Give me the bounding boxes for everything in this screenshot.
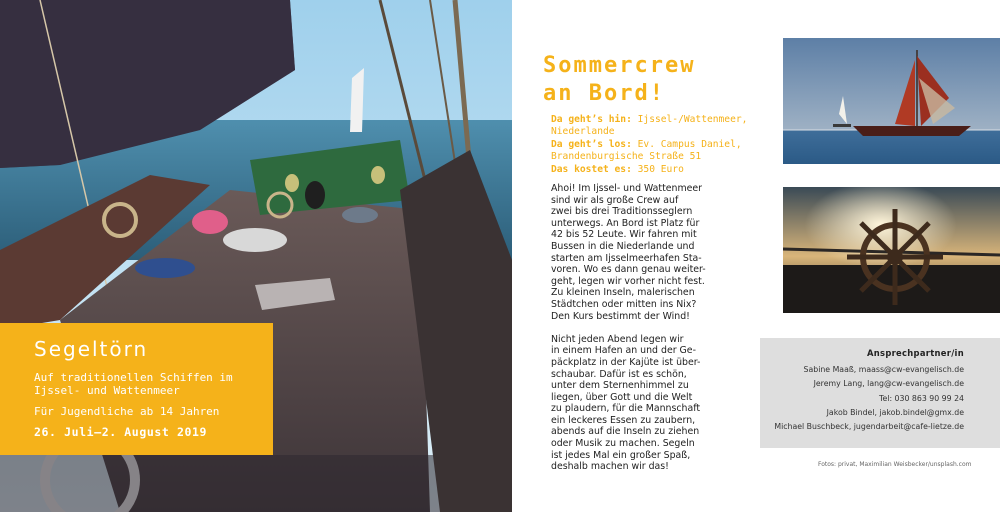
p1-line: zwei bis drei Traditionsseglern bbox=[551, 206, 693, 218]
p1-line: Bussen in die Niederlande und bbox=[551, 240, 695, 252]
trip-info-box bbox=[0, 323, 273, 455]
p2-line: oder Musik zu machen. Segeln bbox=[551, 438, 695, 450]
trip-age: Für Jugendliche ab 14 Jahren bbox=[34, 405, 220, 418]
contact-row: Jakob Bindel, jakob.bindel@gmx.de bbox=[826, 407, 964, 417]
p2-line: liegen, über Gott und die Welt bbox=[551, 391, 693, 403]
fact-destination bbox=[551, 114, 761, 126]
p2-line: abends auf die Inseln zu ziehen bbox=[551, 426, 700, 438]
contact-row: Michael Buschbeck, jugendarbeit@cafe-lietze.de bbox=[774, 422, 964, 432]
trip-subtitle-line1: Auf traditionellen Schiffen im bbox=[34, 371, 233, 384]
contact-box bbox=[760, 338, 1000, 448]
contact-row: Sabine Maaß, maass@cw-evangelisch.de bbox=[803, 365, 964, 374]
body-paragraph-2 bbox=[551, 334, 721, 473]
p2-line: Nicht jeden Abend legen wir bbox=[551, 333, 684, 345]
fact-destination-label: Da geht’s hin: bbox=[551, 114, 632, 125]
trip-subtitle-line2: Ijssel- und Wattenmeer bbox=[34, 384, 180, 397]
p1-line: unterwegs. An Bord ist Platz für bbox=[551, 217, 700, 229]
contact-row: Jeremy Lang, lang@cw-evangelisch.de bbox=[813, 379, 964, 389]
contact-row: Tel: 030 863 90 99 24 bbox=[879, 393, 964, 403]
p2-line: ist jedes Mal ein großer Spaß, bbox=[551, 449, 691, 461]
fact-start bbox=[551, 139, 761, 151]
fact-destination-value-2: Niederlande bbox=[551, 126, 615, 138]
contact-title: Ansprechpartner/in bbox=[866, 348, 964, 358]
fact-cost bbox=[551, 164, 761, 176]
fact-start-value-2: Brandenburgische Straße 51 bbox=[551, 151, 702, 163]
p1-line: sind wir als große Crew auf bbox=[551, 194, 679, 206]
body-text bbox=[551, 183, 721, 473]
fact-start-label: Da geht’s los: bbox=[551, 138, 632, 150]
p1-line: Ahoi! Im Ijssel- und Wattenmeer bbox=[551, 183, 702, 194]
p1-line: 42 bis 52 Leute. Wir fahren mit bbox=[551, 229, 697, 241]
wheel-photo bbox=[783, 187, 1000, 313]
p2-line: zu plaudern, für die Mannschaft bbox=[551, 403, 701, 415]
fact-cost-label: Das kostet es: bbox=[551, 163, 632, 175]
trip-date: 26. Juli–2. August 2019 bbox=[34, 425, 208, 439]
fact-start-value: Ev. Campus Daniel, bbox=[637, 138, 742, 150]
headline-line2: an Bord! bbox=[543, 81, 665, 106]
p1-line: Zu kleinen Inseln, malerischen bbox=[551, 287, 695, 299]
trip-facts bbox=[551, 114, 761, 176]
p1-line: geht, legen wir vorher nicht fest. bbox=[551, 275, 705, 287]
headline-line1: Sommercrew bbox=[543, 53, 696, 78]
p1-line: Städtchen oder mitten ins Nix? bbox=[551, 298, 697, 310]
p1-line: voren. Wo es dann genau weiter- bbox=[551, 264, 706, 276]
p2-line: deshalb machen wir das! bbox=[551, 461, 669, 473]
fact-destination-value: Ijssel-/Wattenmeer, bbox=[637, 114, 748, 125]
fact-cost-value: 350 Euro bbox=[637, 163, 684, 175]
headline bbox=[543, 52, 695, 108]
p2-line: unter dem Sternenhimmel zu bbox=[551, 380, 689, 392]
trip-title: Segeltörn bbox=[34, 337, 149, 361]
p2-line: in einem Hafen an und der Ge- bbox=[551, 345, 696, 357]
p2-line: päckplatz in der Kajüte ist über- bbox=[551, 356, 701, 368]
photo-credit: Fotos: privat, Maximilian Weisbecker/unsplash.com bbox=[818, 461, 972, 468]
p2-line: schaubar. Dafür ist es schön, bbox=[551, 368, 687, 380]
p2-line: ein leckeres Essen zu zaubern, bbox=[551, 414, 696, 426]
ship-photo bbox=[783, 38, 1000, 164]
body-paragraph-1 bbox=[551, 183, 721, 322]
p1-line: starten am Ijsselmeerhafen Sta- bbox=[551, 252, 702, 264]
p1-line: Den Kurs bestimmt der Wind! bbox=[551, 310, 690, 322]
